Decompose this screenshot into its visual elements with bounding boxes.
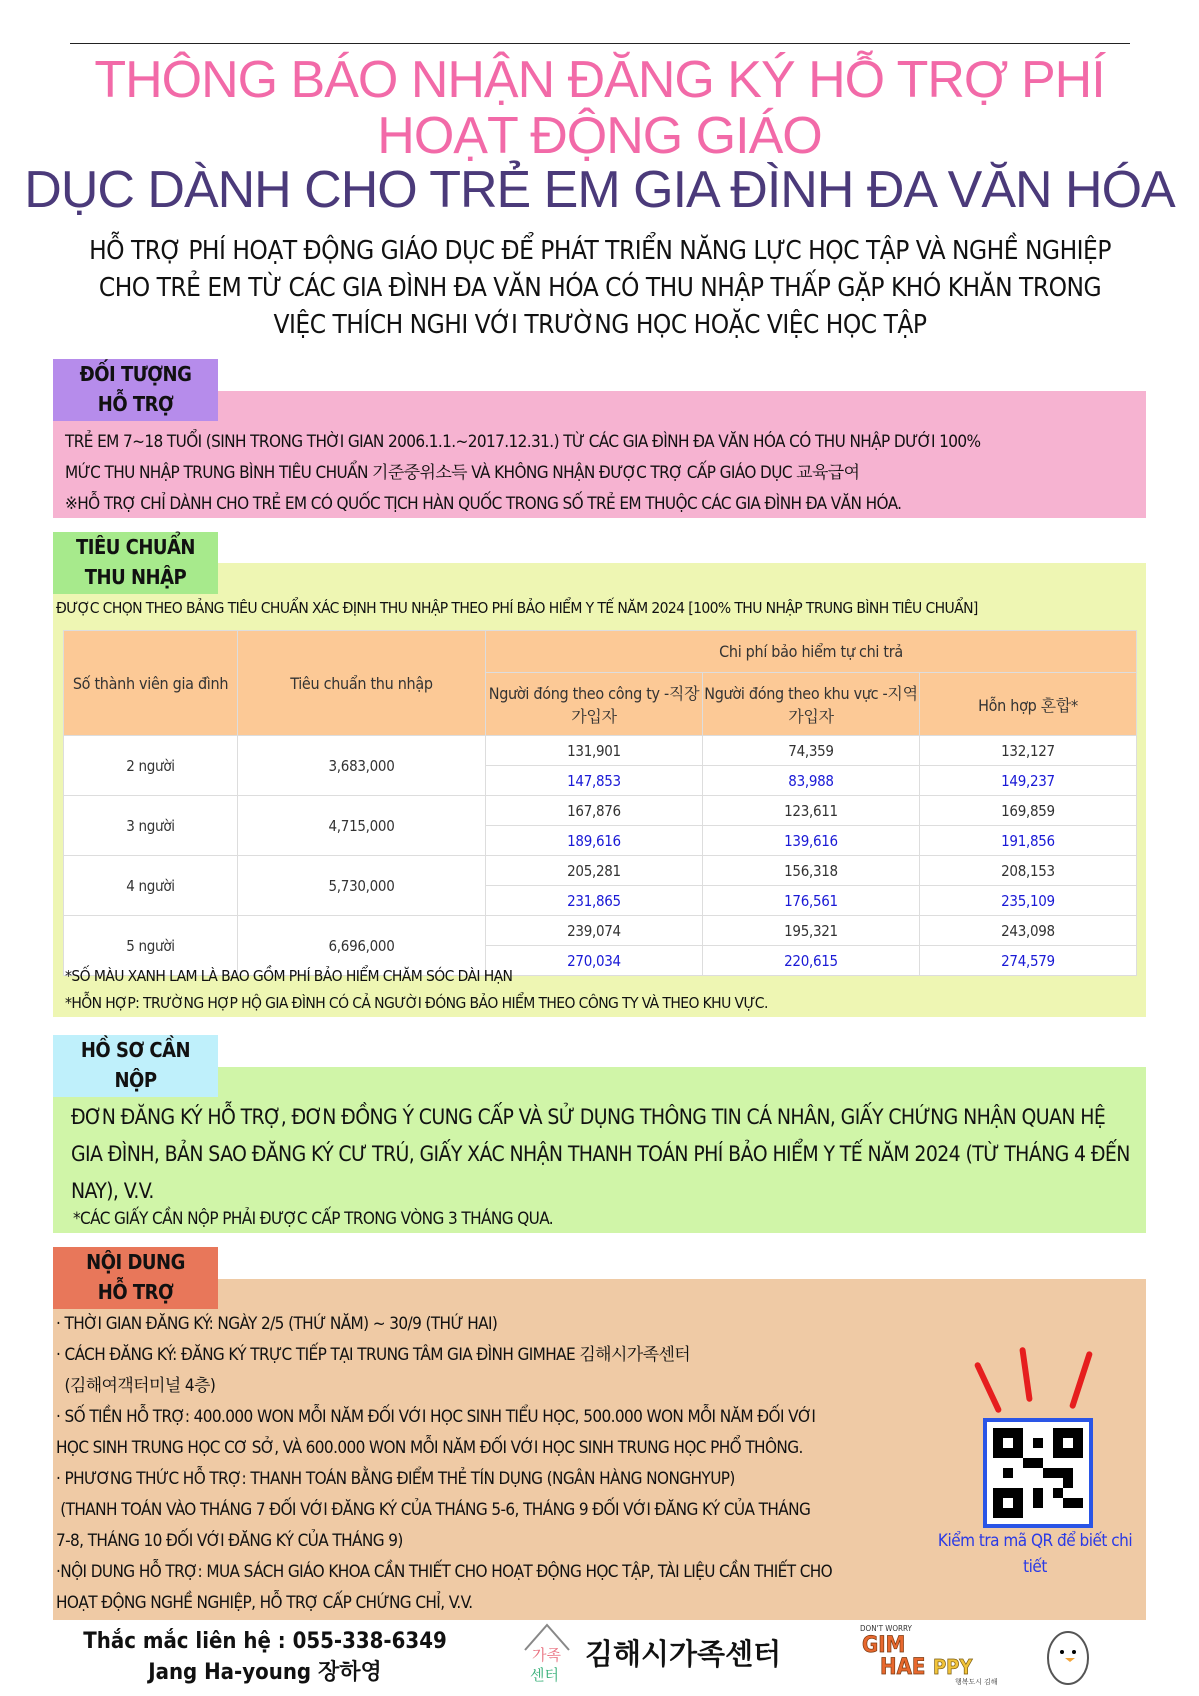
cell-fee-ltc: 270,034 — [486, 946, 703, 976]
th-mixed: Hỗn hợp 혼합* — [920, 673, 1137, 736]
contact-phone: Thắc mắc liên hệ : 055-338-6349 — [83, 1629, 447, 1654]
qr-code[interactable] — [983, 1418, 1093, 1528]
cell-fee-ltc: 176,561 — [703, 886, 920, 916]
content-line: · CÁCH ĐĂNG KÝ: ĐĂNG KÝ TRỰC TIẾP TẠI TRUNG TÂM GIA ĐÌNH GIMHAE 김해시가족센터 — [56, 1345, 691, 1365]
cell-fee-ltc: 220,615 — [703, 946, 920, 976]
content-lines — [56, 1309, 832, 1619]
footer-contact — [75, 1626, 455, 1688]
content-line: HỌC SINH TRUNG HỌC CƠ SỞ, VÀ 600.000 WON MỖI NĂM ĐỐI VỚI HỌC SINH TRUNG HỌC PHỔ THÔNG. — [56, 1438, 803, 1458]
section-label-income — [53, 532, 218, 594]
cell-income: 4,715,000 — [238, 796, 486, 856]
text-line: MỨC THU NHẬP TRUNG BÌNH TIÊU CHUẨN 기준중위소득 VÀ KHÔNG NHẬN ĐƯỢC TRỢ CẤP GIÁO DỤC 교육급여 — [65, 463, 860, 483]
content-line: HOẠT ĐỘNG NGHỀ NGHIỆP, HỖ TRỢ CẤP CHỨNG CHỈ, V.V. — [56, 1593, 473, 1613]
documents-text: ĐƠN ĐĂNG KÝ HỖ TRỢ, ĐƠN ĐỒNG Ý CUNG CẤP VÀ SỬ DỤNG THÔNG TIN CÁ NHÂN, GIẤY CHỨNG NHẬN QUAN HỆ GIA ĐÌNH, BẢN SAO ĐĂNG KÝ CƯ TRÚ, GIẤY XÁC NHẬN THANH TOÁN PHÍ BẢO HIỂM Y TẾ NĂM 2024 (TỪ THÁNG 4 ĐẾN NAY), V.V. — [71, 1105, 1130, 1203]
cell-fee-ltc: 83,988 — [703, 766, 920, 796]
family-center-name: 김해시가족센터 — [585, 1637, 782, 1671]
th-members: Số thành viên gia đình — [64, 631, 238, 736]
label-line: NỘI DUNG — [86, 1250, 185, 1274]
note: *SỐ MÀU XANH LAM LÀ BAO GỒM PHÍ BẢO HIỂM CHĂM SÓC DÀI HẠN — [65, 967, 513, 985]
title-line1: THÔNG BÁO NHẬN ĐĂNG KÝ HỖ TRỢ PHÍ — [94, 51, 1105, 109]
family-center-logo-icon — [522, 1622, 572, 1684]
cell-fee: 243,098 — [920, 916, 1137, 946]
cell-fee: 205,281 — [486, 856, 703, 886]
cell-fee-ltc: 149,237 — [920, 766, 1137, 796]
cell-fee: 131,901 — [486, 736, 703, 766]
cell-fee-ltc: 235,109 — [920, 886, 1137, 916]
table-row — [64, 736, 1137, 766]
section-label-target — [53, 359, 218, 421]
svg-text:GIM: GIM — [862, 1633, 906, 1658]
section-income — [53, 563, 1146, 1017]
table-row — [64, 796, 1137, 826]
cell-fee: 239,074 — [486, 916, 703, 946]
contact-person: Jang Ha-young 장하영 — [148, 1660, 382, 1685]
svg-text:가족: 가족 — [532, 1646, 561, 1664]
content-line: 7-8, THÁNG 10 ĐỐI VỚI ĐĂNG KÝ CỦA THÁNG 9) — [56, 1531, 403, 1551]
documents-note: *CÁC GIẤY CẦN NỘP PHẢI ĐƯỢC CẤP TRONG VÒNG 3 THÁNG QUA. — [73, 1209, 554, 1229]
svg-text:HAE: HAE — [880, 1655, 926, 1680]
cell-fee: 156,318 — [703, 856, 920, 886]
cell-fee: 167,876 — [486, 796, 703, 826]
content-line: ·NỘI DUNG HỖ TRỢ: MUA SÁCH GIÁO KHOA CẦN THIẾT CHO HOẠT ĐỘNG HỌC TẬP, TÀI LIỆU CẦN THIẾT CHO — [56, 1562, 833, 1582]
cell-fee: 208,153 — [920, 856, 1137, 886]
title-line2: HOẠT ĐỘNG GIÁO — [377, 107, 822, 165]
svg-text:센터: 센터 — [530, 1666, 559, 1684]
label-line: ĐỐI TƯỢNG — [79, 362, 192, 386]
cell-fee: 195,321 — [703, 916, 920, 946]
cell-fee-ltc: 189,616 — [486, 826, 703, 856]
content-line: · SỐ TIỀN HỖ TRỢ: 400.000 WON MỖI NĂM ĐỐI VỚI HỌC SINH TIỂU HỌC, 500.000 WON MỖI NĂM ĐỐI VỚI — [56, 1407, 816, 1427]
cell-fee-ltc: 139,616 — [703, 826, 920, 856]
subtitle: HỖ TRỢ PHÍ HOẠT ĐỘNG GIÁO DỤC ĐỂ PHÁT TRIỂN NĂNG LỰC HỌC TẬP VÀ NGHỀ NGHIỆP CHO TRẺ EM TỪ CÁC GIA ĐÌNH ĐA VĂN HÓA CÓ THU NHẬP THẤP GẶP KHÓ KHĂN TRONG VIỆC THÍCH NGHI VỚI TRƯỜNG HỌC HOẶC VIỆC HỌC TẬP — [89, 236, 1111, 340]
income-intro: ĐƯỢC CHỌN THEO BẢNG TIÊU CHUẨN XÁC ĐỊNH THU NHẬP THEO PHÍ BẢO HIỂM Y TẾ NĂM 2024 [100% THU NHẬP TRUNG BÌNH TIÊU CHUẨN] — [56, 599, 978, 617]
income-table — [63, 630, 1137, 976]
cell-members: 4 người — [64, 856, 238, 916]
title-pink — [0, 52, 1199, 164]
title-line3: DỤC DÀNH CHO TRẺ EM GIA ĐÌNH ĐA VĂN HÓA — [24, 161, 1175, 219]
cell-fee: 123,611 — [703, 796, 920, 826]
cell-income: 6,696,000 — [238, 916, 486, 976]
label-line: HỒ SƠ CẦN — [80, 1038, 191, 1062]
svg-text:DON'T WORRY: DON'T WORRY — [860, 1624, 912, 1633]
cell-fee-ltc: 147,853 — [486, 766, 703, 796]
svg-text:행복도시 김해: 행복도시 김해 — [955, 1678, 998, 1686]
cell-income: 5,730,000 — [238, 856, 486, 916]
table-row — [64, 856, 1137, 886]
qr-caption: Kiểm tra mã QR để biết chi tiết — [937, 1531, 1133, 1577]
text-line: ※HỖ TRỢ CHỈ DÀNH CHO TRẺ EM CÓ QUỐC TỊCH HÀN QUỐC TRONG SỐ TRẺ EM THUỘC CÁC GIA ĐÌNH ĐA VĂN HÓA. — [65, 494, 902, 514]
section-label-content — [53, 1247, 218, 1309]
cell-fee-ltc: 191,856 — [920, 826, 1137, 856]
top-rule — [70, 43, 1130, 44]
th-company: Người đóng theo công ty -직장가입자 — [486, 673, 703, 736]
label-line: THU NHẬP — [84, 565, 187, 589]
content-line: · THỜI GIAN ĐĂNG KÝ: NGÀY 2/5 (THỨ NĂM) ~ 30/9 (THỨ HAI) — [56, 1314, 498, 1334]
label-line: HỖ TRỢ — [97, 392, 174, 416]
income-notes — [65, 963, 768, 1017]
table-row — [64, 916, 1137, 946]
content-line: (THANH TOÁN VÀO THÁNG 7 ĐỐI VỚI ĐĂNG KÝ CỦA THÁNG 5-6, THÁNG 9 ĐỐI VỚI ĐĂNG KÝ CỦA THÁNG — [56, 1500, 811, 1520]
note: *HỖN HỢP: TRƯỜNG HỢP HỘ GIA ĐÌNH CÓ CẢ NGƯỜI ĐÓNG BẢO HIỂM THEO CÔNG TY VÀ THEO KHU VỰC. — [65, 994, 768, 1012]
label-line: TIÊU CHUẨN — [76, 535, 195, 559]
cell-fee: 132,127 — [920, 736, 1137, 766]
th-insurance: Chi phí bảo hiểm tự chi trả — [486, 631, 1137, 673]
cell-fee-ltc: 274,579 — [920, 946, 1137, 976]
svg-text:PPY: PPY — [933, 1655, 973, 1679]
qr-code-icon — [993, 1428, 1083, 1518]
gimhaeppy-mascot-logo-icon — [860, 1622, 1100, 1692]
cell-fee: 74,359 — [703, 736, 920, 766]
label-line: NỘP — [114, 1068, 157, 1092]
label-line: HỖ TRỢ — [97, 1280, 174, 1304]
content-line: (김해여객터미널 4층) — [56, 1376, 216, 1396]
th-income: Tiêu chuẩn thu nhập — [238, 631, 486, 736]
target-text — [65, 427, 980, 520]
content-line: · PHƯƠNG THỨC HỖ TRỢ: THANH TOÁN BẰNG ĐIỂM THẺ TÍN DỤNG (NGÂN HÀNG NONGHYUP) — [56, 1469, 735, 1489]
cell-fee-ltc: 231,865 — [486, 886, 703, 916]
cell-members: 3 người — [64, 796, 238, 856]
cell-income: 3,683,000 — [238, 736, 486, 796]
cell-fee: 169,859 — [920, 796, 1137, 826]
section-label-documents — [53, 1035, 218, 1097]
cell-members: 2 người — [64, 736, 238, 796]
cell-members: 5 người — [64, 916, 238, 976]
th-region: Người đóng theo khu vực -지역가입자 — [703, 673, 920, 736]
text-line: TRẺ EM 7~18 TUỔI (SINH TRONG THỜI GIAN 2006.1.1.~2017.12.31.) TỪ CÁC GIA ĐÌNH ĐA VĂN HÓA CÓ THU NHẬP DƯỚI 100% — [65, 432, 981, 452]
